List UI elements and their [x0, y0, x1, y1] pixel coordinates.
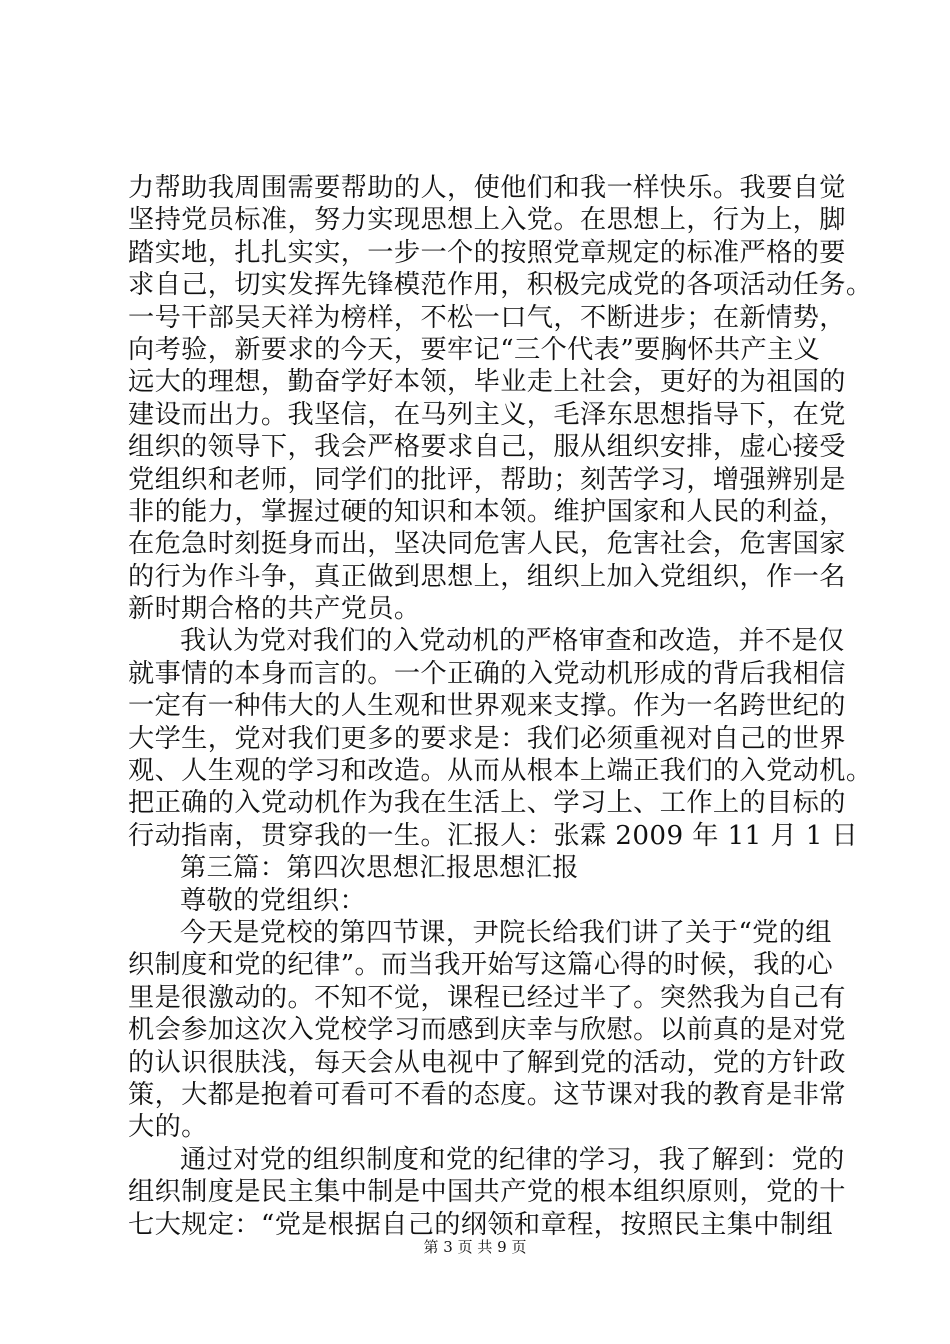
text-line: 组织制度是民主集中制是中国共产党的根本组织原则，党的十 — [128, 1177, 846, 1208]
text-line: 踏实地，扎扎实实，一步一个的按照党章规定的标准严格的要 — [128, 237, 846, 268]
text-line: 今天是党校的第四节课，尹院长给我们讲了关于“党的组 — [180, 917, 832, 948]
text-line: 新时期合格的共产党员。 — [128, 594, 421, 625]
text-line: 的认识很肤浅，每天会从电视中了解到党的活动，党的方针政 — [128, 1047, 846, 1078]
document-body — [128, 172, 873, 1241]
text-line: 在危急时刻挺身而出，坚决同危害人民，危害社会，危害国家 — [128, 529, 846, 560]
text-line: 观、人生观的学习和改造。从而从根本上端正我们的入党动机。 — [128, 756, 873, 787]
text-line: 尊敬的党组织： — [180, 885, 367, 916]
text-line: 坚持党员标准，努力实现思想上入党。在思想上，行为上，脚 — [128, 205, 846, 236]
text-line: 大的。 — [128, 1112, 208, 1143]
text-line: 一号干部吴天祥为榜样，不松一口气，不断进步；在新情势， — [128, 302, 846, 333]
text-line: 我认为党对我们的入党动机的严格审查和改造，并不是仅 — [180, 626, 845, 657]
text-line: 的行为作斗争，真正做到思想上，组织上加入党组织，作一名 — [128, 561, 846, 592]
text-line: 第三篇：第四次思想汇报思想汇报 — [180, 853, 579, 884]
text-line: 策，大都是抱着可看可不看的态度。这节课对我的教育是非常 — [128, 1079, 846, 1110]
text-line: 向考验，新要求的今天，要牢记“三个代表”要胸怀共产主义 — [128, 334, 821, 365]
text-line: 党组织和老师，同学们的批评，帮助；刻苦学习，增强辨别是 — [128, 464, 846, 495]
text-line: 非的能力，掌握过硬的知识和本领。维护国家和人民的利益， — [128, 496, 846, 527]
page-footer: 第 3 页 共 9 页 — [423, 1238, 527, 1256]
text-line: 织制度和党的纪律”。而当我开始写这篇心得的时候，我的心 — [128, 950, 834, 981]
text-line: 七大规定：“党是根据自己的纲领和章程，按照民主集中制组 — [128, 1209, 834, 1240]
text-line: 就事情的本身而言的。一个正确的入党动机形成的背后我相信 — [128, 658, 846, 689]
text-line: 建设而出力。我坚信，在马列主义，毛泽东思想指导下，在党 — [128, 399, 846, 430]
text-line: 大学生，党对我们更多的要求是：我们必须重视对自己的世界 — [128, 723, 846, 754]
text-line: 求自己，切实发挥先锋模范作用，积极完成党的各项活动任务。 — [128, 270, 873, 301]
text-line: 行动指南，贯穿我的一生。汇报人：张霖 2009 年 11 月 1 日 — [128, 820, 859, 851]
text-line: 一定有一种伟大的人生观和世界观来支撑。作为一名跨世纪的 — [128, 691, 846, 722]
text-line: 里是很激动的。不知不觉，课程已经过半了。突然我为自己有 — [128, 982, 846, 1013]
text-line: 通过对党的组织制度和党的纪律的学习，我了解到：党的 — [180, 1144, 845, 1175]
text-line: 机会参加这次入党校学习而感到庆幸与欣慰。以前真的是对党 — [128, 1015, 846, 1046]
text-line: 组织的领导下，我会严格要求自己，服从组织安排，虚心接受 — [128, 432, 846, 463]
text-line: 远大的理想，勤奋学好本领，毕业走上社会，更好的为祖国的 — [128, 367, 846, 398]
text-line: 把正确的入党动机作为我在生活上、学习上、工作上的目标的 — [128, 788, 846, 819]
text-line: 力帮助我周围需要帮助的人，使他们和我一样快乐。我要自觉 — [128, 173, 846, 203]
